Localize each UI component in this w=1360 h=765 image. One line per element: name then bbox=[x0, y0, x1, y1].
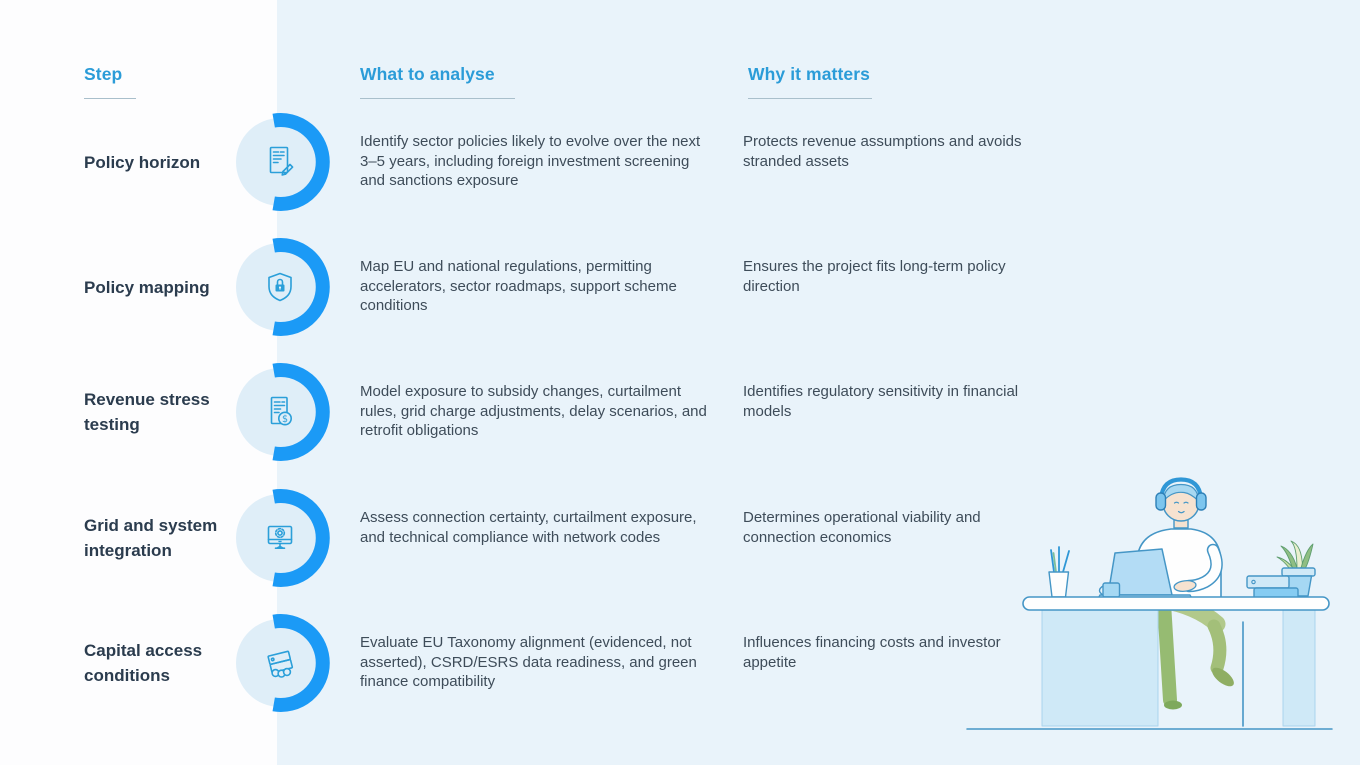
matters-text: Ensures the project fits long-term policy direction bbox=[743, 258, 1006, 295]
monitor-gear-icon bbox=[258, 516, 302, 560]
analyse-text: Map EU and national regulations, permitting accelerators, sector roadmaps, support scheme conditions bbox=[360, 258, 677, 314]
column-header-analyse bbox=[360, 64, 515, 99]
table-row-policy-horizon bbox=[0, 99, 1360, 225]
step-label: Policy horizon bbox=[84, 152, 201, 172]
svg-text:$: $ bbox=[281, 413, 289, 425]
step-label: Revenue stress testing bbox=[84, 390, 210, 434]
step-label: Grid and system integration bbox=[84, 516, 218, 560]
step-badge bbox=[225, 356, 337, 468]
step-label: Capital access conditions bbox=[84, 641, 203, 685]
shield-lock-icon bbox=[258, 265, 302, 309]
column-header-matters-label: Why it matters bbox=[748, 64, 870, 84]
person-at-desk-illustration bbox=[955, 450, 1350, 745]
banknotes-coins-icon bbox=[258, 641, 302, 685]
document-pen-icon bbox=[258, 140, 302, 184]
column-header-matters bbox=[748, 64, 872, 99]
analyse-text: Identify sector policies likely to evolve over the next 3–5 years, including foreign investment screening and sanctions exposure bbox=[360, 133, 701, 189]
column-header-analyse-label: What to analyse bbox=[360, 64, 495, 84]
invoice-dollar-icon bbox=[258, 390, 302, 434]
analyse-text: Model exposure to subsidy changes, curtailment rules, grid charge adjustments, delay scenarios, and retrofit obligations bbox=[360, 383, 707, 439]
analyse-text: Evaluate EU Taxonomy alignment (evidenced, not asserted), CSRD/ESRS data readiness, and green finance compatibility bbox=[360, 634, 697, 690]
table-row-policy-mapping bbox=[0, 224, 1360, 350]
matters-text: Determines operational viability and connection economics bbox=[743, 509, 981, 546]
column-header-step bbox=[84, 64, 136, 99]
step-label: Policy mapping bbox=[84, 277, 210, 297]
step-badge bbox=[225, 231, 337, 343]
step-badge bbox=[225, 607, 337, 719]
matters-text: Influences financing costs and investor appetite bbox=[743, 634, 1001, 671]
analyse-text: Assess connection certainty, curtailment exposure, and technical compliance with network codes bbox=[360, 509, 697, 546]
matters-text: Protects revenue assumptions and avoids stranded assets bbox=[743, 133, 1022, 170]
matters-text: Identifies regulatory sensitivity in financial models bbox=[743, 383, 1019, 420]
step-badge bbox=[225, 106, 337, 218]
column-header-step-label: Step bbox=[84, 64, 123, 84]
step-badge bbox=[225, 482, 337, 594]
